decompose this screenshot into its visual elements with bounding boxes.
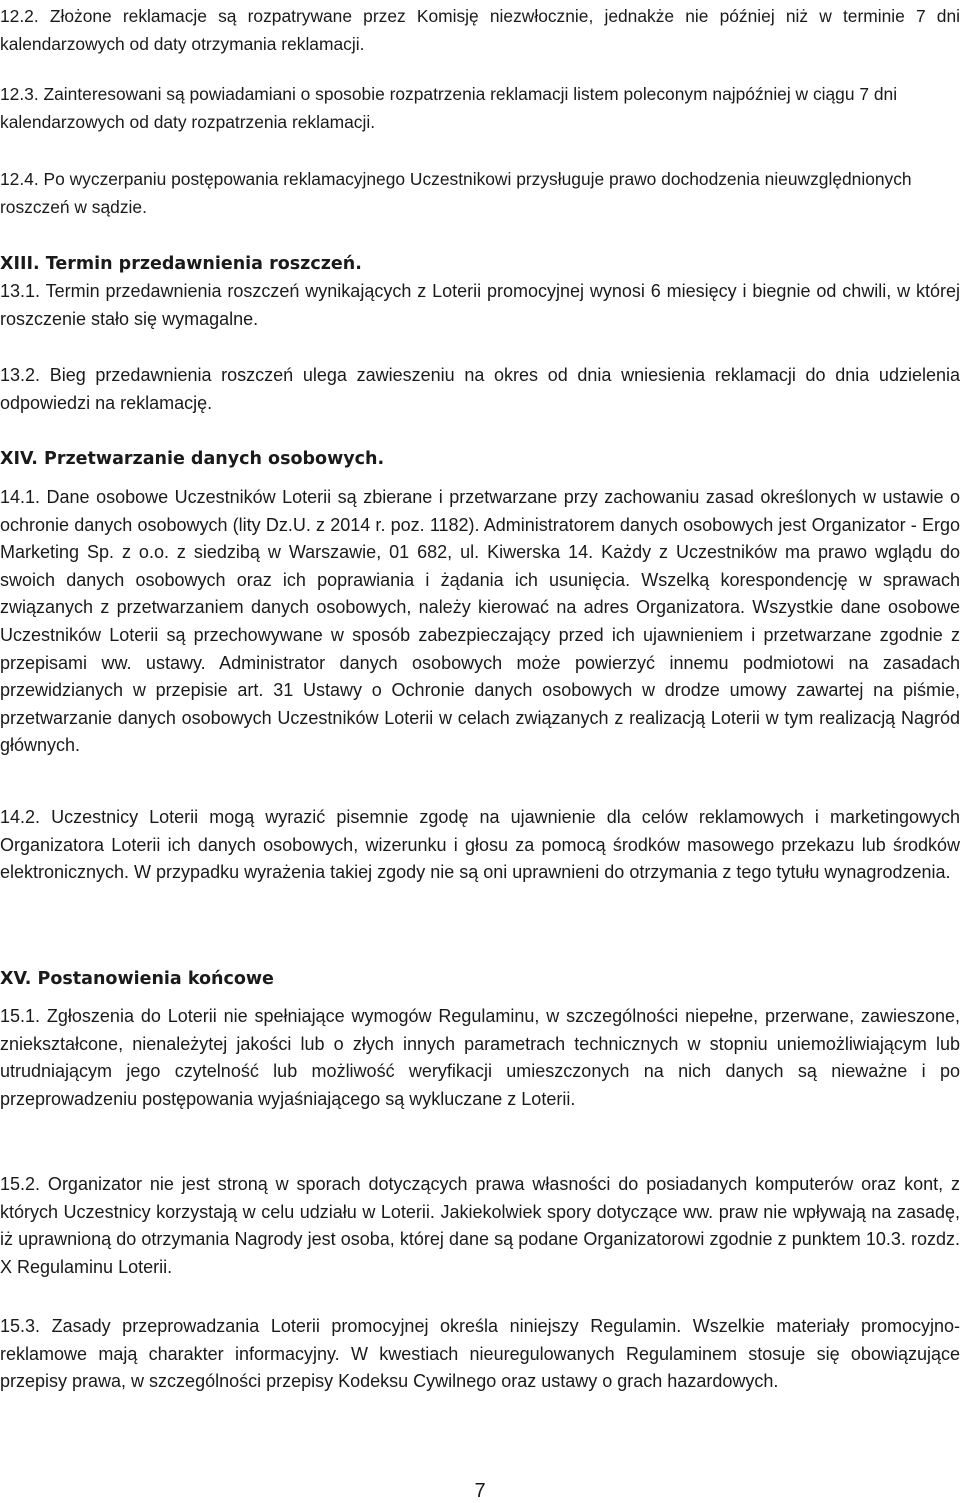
paragraph-15-3: 15.3. Zasady przeprowadzania Loterii promocyjnej określa niniejszy Regulamin. Wszelkie materiały promocyjno-reklamowe mają charakter informacyjny. W kwestiach nieuregulowanych Regulaminem stosuje się obowiązujące przepisy prawa, w szczególności przepisy Kodeksu Cywilnego oraz ustawy o grach hazardowych. [0,1316,960,1392]
paragraph-12-2: 12.2. Złożone reklamacje są rozpatrywane przez Komisję niezwłocznie, jednakże nie później niż w terminie 7 dni kalendarzowych od daty otrzymania reklamacji. [0,6,960,54]
section-heading-xiv: XIV. Przetwarzanie danych osobowych. [0,449,385,469]
paragraph-13-2: 13.2. Bieg przedawnienia roszczeń ulega zawieszeniu na okres od dnia wniesienia reklamacji do dnia udzielenia odpowiedzi na reklamację. [0,365,960,413]
section-heading-xiii: XIII. Termin przedawnienia roszczeń. [0,254,362,274]
paragraph-12-4: 12.4. Po wyczerpaniu postępowania reklamacyjnego Uczestnikowi przysługuje prawo dochodzenia nieuwzględnionych roszczeń w sądzie. [0,169,912,217]
paragraph-13-1: 13.1. Termin przedawnienia roszczeń wynikających z Loterii promocyjnej wynosi 6 miesięcy i biegnie od chwili, w której roszczenie stało się wymagalne. [0,281,960,329]
section-heading-xv: XV. Postanowienia końcowe [0,969,274,989]
page-number: 7 [474,1480,486,1502]
paragraph-15-1: 15.1. Zgłoszenia do Loterii nie spełniające wymogów Regulaminu, w szczególności niepełne, przerwane, zawieszone, zniekształcone, nienależytej jakości lub o złych innych parametrach technicznych w stopniu uniemożliwiającym lub utrudniającym jego czytelność lub możliwość weryfikacji umieszczonych na nich danych są nieważne i po przeprowadzeniu postępowania wyjaśniającego są wykluczane z Loterii. [0,1006,960,1109]
paragraph-12-3: 12.3. Zainteresowani są powiadamiani o sposobie rozpatrzenia reklamacji listem poleconym najpóźniej w ciągu 7 dni kalendarzowych od daty rozpatrzenia reklamacji. [0,84,898,132]
paragraph-15-2: 15.2. Organizator nie jest stroną w sporach dotyczących prawa własności do posiadanych komputerów oraz kont, z których Uczestnicy korzystają w celu udziału w Loterii. Jakiekolwiek spory dotyczące ww. praw nie wpływają na zasadę, iż uprawnioną do otrzymania Nagrody jest osoba, której dane są podane Organizatorowi zgodnie z punktem 10.3. rozdz. X Regulaminu Loterii. [0,1174,960,1277]
paragraph-14-1: 14.1. Dane osobowe Uczestników Loterii są zbierane i przetwarzane przy zachowaniu zasad określonych w ustawie o ochronie danych osobowych (lity Dz.U. z 2014 r. poz. 1182). Administratorem danych osobowych jest Organizator - Ergo Marketing Sp. z o.o. z siedzibą w Warszawie, 01 682, ul. Kiwerska 14. Każdy z Uczestników ma prawo wglądu do swoich danych osobowych oraz ich poprawiania i żądania ich usunięcia. Wszelką korespondencję w sprawach związanych z przetwarzaniem danych osobowych, należy kierować na adres Organizatora. Wszystkie dane osobowe Uczestników Loterii są przechowywane w sposób zabezpieczający przed ich ujawnieniem i przetwarzane zgodnie z przepisami ww. ustawy. Administrator danych osobowych może powierzyć innemu podmiotowi na zasadach przewidzianych w przepisie art. 31 Ustawy o Ochronie danych osobowych w drodze umowy zawartej na piśmie, przetwarzanie danych osobowych Uczestników Loterii w celach związanych z realizacją Loterii w tym realizacją Nagród głównych. [0,487,960,756]
paragraph-14-2: 14.2. Uczestnicy Loterii mogą wyrazić pisemnie zgodę na ujawnienie dla celów reklamowych i marketingowych Organizatora Loterii ich danych osobowych, wizerunku i głosu za pomocą środków masowego przekazu lub środków elektronicznych. W przypadku wyrażenia takiej zgody nie są oni uprawnieni do otrzymania z tego tytułu wynagrodzenia. [0,807,960,883]
